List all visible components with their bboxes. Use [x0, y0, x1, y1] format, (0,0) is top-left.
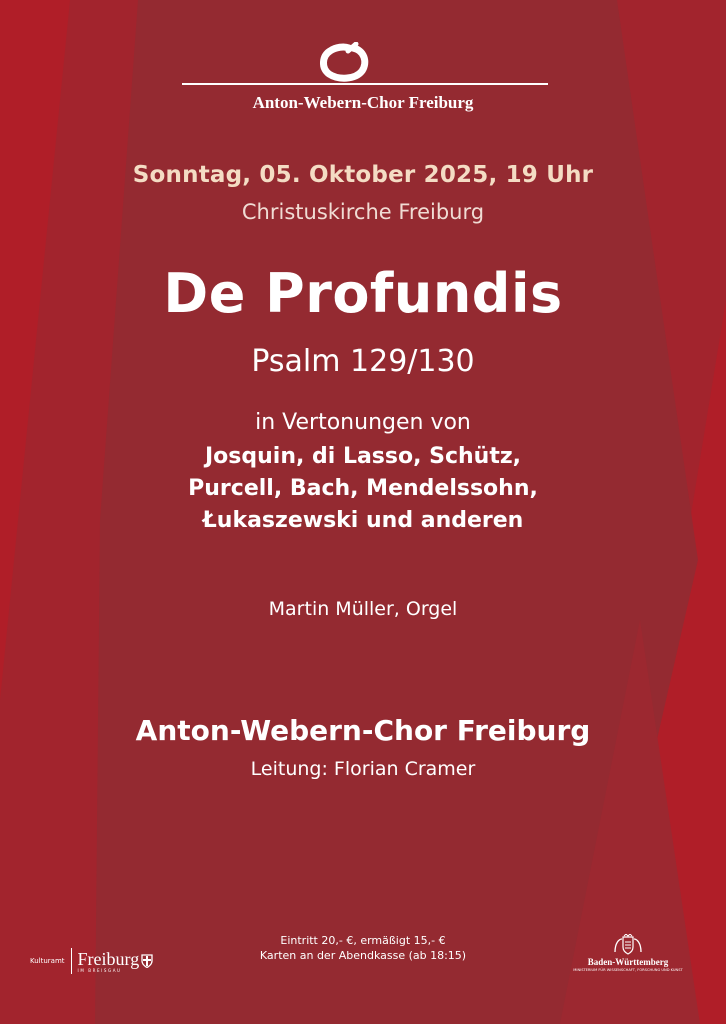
event-title: De Profundis — [163, 262, 563, 325]
bw-name: Baden-Württemberg — [587, 957, 669, 967]
composers-list — [0, 441, 726, 537]
freiburg-label: Freiburg — [77, 948, 140, 969]
kulturamt-freiburg-logo — [30, 948, 153, 974]
event-date: Sonntag, 05. Oktober 2025, 19 Uhr — [132, 162, 594, 188]
admission-price: Eintritt 20,- €, ermäßigt 15,- € — [280, 934, 446, 947]
admission-tickets: Karten an der Abendkasse (ab 18:15) — [259, 949, 467, 962]
composers-line: Purcell, Bach, Mendelssohn, — [188, 476, 538, 501]
organist: Martin Müller, Orgel — [268, 598, 458, 620]
header-choir-name: Anton-Webern-Chor Freiburg — [252, 93, 474, 112]
city-shield-icon — [141, 954, 153, 968]
event-subtitle: Psalm 129/130 — [251, 344, 475, 379]
logo-divider — [182, 83, 548, 85]
composers-intro: in Vertonungen von — [255, 410, 471, 435]
kulturamt-label: Kulturamt — [30, 957, 65, 965]
baden-wuerttemberg-logo — [558, 934, 698, 984]
composers-line: Josquin, di Lasso, Schütz, — [204, 444, 522, 469]
composers-line: Łukaszewski und anderen — [202, 508, 524, 533]
ring-logo-icon — [318, 42, 372, 84]
logo-separator — [71, 948, 72, 974]
bw-ministry: MINISTERIUM FÜR WISSENSCHAFT, FORSCHUNG UND KUNST — [573, 968, 683, 972]
freiburg-sub-label: IM BREISGAU — [77, 967, 122, 973]
choir-name: Anton-Webern-Chor Freiburg — [135, 714, 591, 747]
event-venue: Christuskirche Freiburg — [241, 200, 485, 224]
state-crest-icon — [611, 934, 645, 956]
conductor: Leitung: Florian Cramer — [250, 758, 476, 780]
